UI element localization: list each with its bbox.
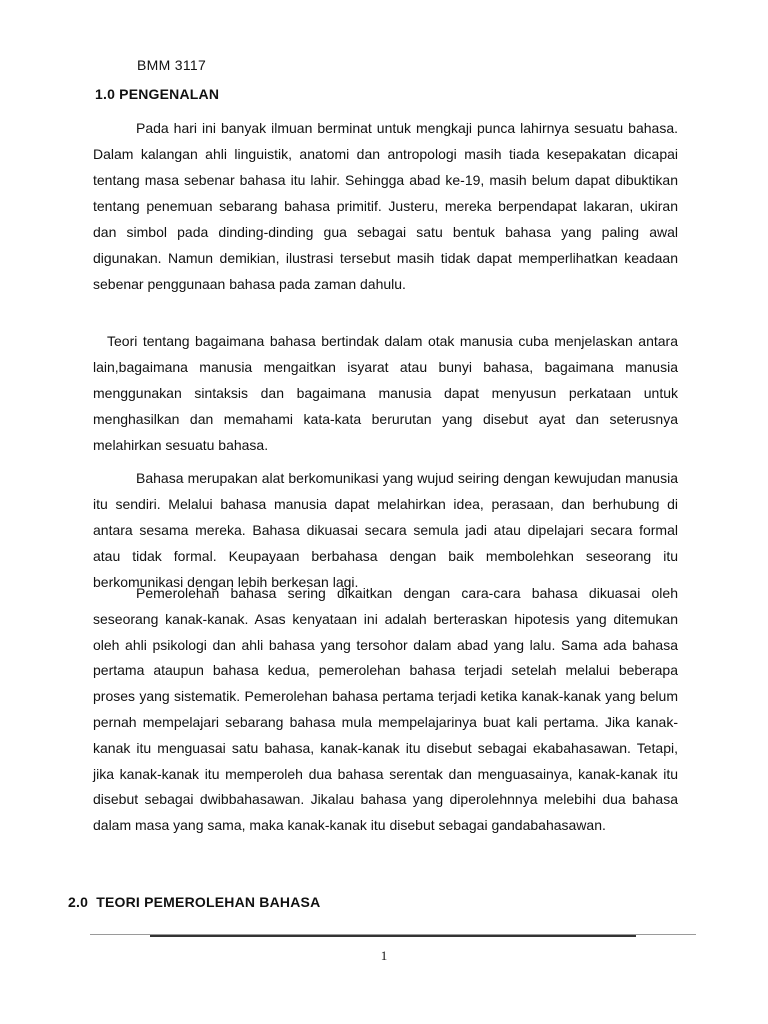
paragraph: Teori tentang bagaimana bahasa bertindak dalam otak manusia cuba menjelaskan antara lain,bagaimana manusia mengaitkan isyarat atau bunyi bahasa, bagaimana manusia menggunakan sintaksis dan bagaimana manusia dapat menyusun perkataan untuk menghasilkan dan memahami kata-kata berurutan yang disebut ayat dan seterusnya melahirkan sesuatu bahasa. [93, 333, 678, 453]
paragraph: Pemerolehan bahasa sering dikaitkan dengan cara-cara bahasa dikuasai oleh seseorang kanak-kanak. Asas kenyataan ini adalah berteraskan hipotesis yang ditemukan oleh ahli psikologi dan ahli bahasa yang tersohor dalam abad yang lalu. Sama ada bahasa pertama ataupun bahasa kedua, pemerolehan bahasa terjadi setelah melalui beberapa proses yang sistematik. Pemerolehan bahasa pertama terjadi ketika kanak-kanak yang belum pernah mempelajari sebarang bahasa mula mempelajarinya buat kali pertama. Jika kanak-kanak itu menguasai satu bahasa, kanak-kanak itu disebut sebagai ekabahasawan. Tetapi, jika kanak-kanak itu memperoleh dua bahasa serentak dan menguasainya, kanak-kanak itu disebut sebagai dwibbahasawan. Jikalau bahasa yang diperolehnnya melebihi dua bahasa dalam masa yang sama, maka kanak-kanak itu disebut sebagai gandabahasawan. [93, 585, 678, 834]
section-heading-introduction: 1.0 PENGENALAN [95, 86, 220, 102]
course-code: BMM 3117 [137, 57, 207, 73]
page-number: 1 [380, 948, 388, 963]
section-heading-language-acquisition-theory: 2.0 TEORI PEMEROLEHAN BAHASA [68, 894, 321, 910]
paragraph: Bahasa merupakan alat berkomunikasi yang wujud seiring dengan kewujudan manusia itu sendiri. Melalui bahasa manusia dapat melahirkan idea, perasaan, dan berhubung di antara sesama mereka. Bahasa dikuasai secara semula jadi atau dipelajari secara formal atau tidak formal. Keupayaan berbahasa dengan baik membolehkan seseorang itu berkomunikasi dengan lebih berkesan lagi. [93, 470, 678, 590]
footer-divider [90, 934, 696, 938]
paragraph: Pada hari ini banyak ilmuan berminat untuk mengkaji punca lahirnya sesuatu bahasa. Dalam kalangan ahli linguistik, anatomi dan antropologi masih tiada kesepakatan dicapai tentang masa sebenar bahasa itu lahir. Sehingga abad ke-19, masih belum dapat dibuktikan tentang penemuan sebarang bahasa primitif. Justeru, mereka berpendapat lakaran, ukiran dan simbol pada dinding-dinding gua sebagai satu bentuk bahasa yang paling awal digunakan. Namun demikian, ilustrasi tersebut masih tidak dapat memperlihatkan keadaan sebenar penggunaan bahasa pada zaman dahulu. [93, 120, 678, 292]
